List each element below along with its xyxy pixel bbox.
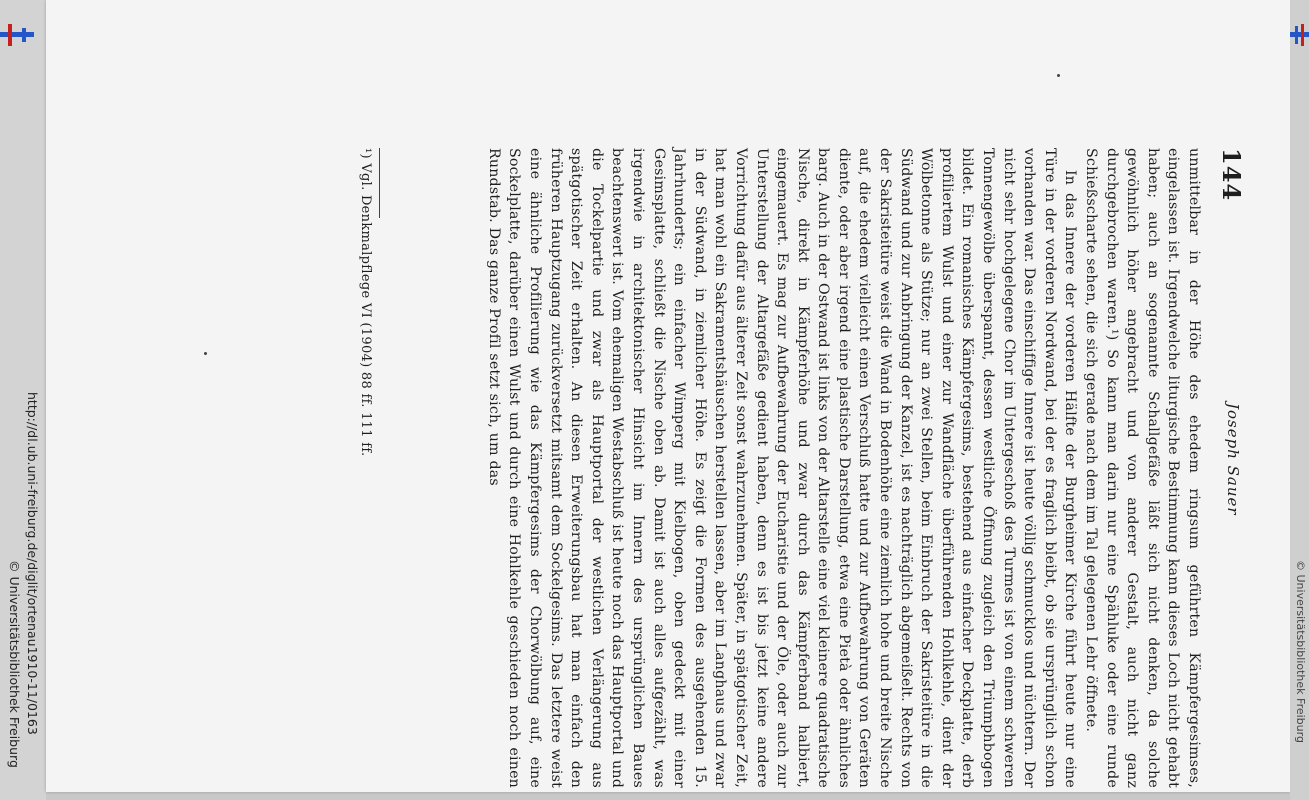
footnote-divider xyxy=(379,148,380,218)
scanned-page xyxy=(46,0,1290,792)
source-url-text: http://dl.ub.uni-freiburg.de/diglit/ortenau1910-11/0163 xyxy=(25,392,40,735)
body-text xyxy=(483,148,1204,788)
running-head-author: Joseph Sauer xyxy=(1224,403,1242,516)
right-margin-strip xyxy=(1290,0,1309,800)
running-head xyxy=(1206,148,1246,788)
color-calibration-mark-icon xyxy=(0,18,34,52)
copyright-text: © Universitätsbibliothek Freiburg xyxy=(7,560,22,768)
rotated-page-content xyxy=(226,148,1246,788)
left-margin-strip xyxy=(0,0,46,800)
footnote: ¹) Vgl. Denkmalpflege VI (1904) 88 ff. 111 ff. xyxy=(358,148,373,457)
dust-speck xyxy=(204,352,207,355)
paragraph: unmittelbar in der Höhe des ehedem ringsum geführten Kämpfergesimses, eingelassen ist. Irgendwelche liturgische Bestimmung kann dieses Loch nicht gehabt haben; auch an sogenannte Schallgefäße läßt sich nicht denken, da solche gewöhnlich höher angebracht und von anderer Gestalt, auch nicht ganz durchgebrochen waren.¹) So kann man darin nur eine Spähluke oder eine runde Schießscharte sehen, die sich gerade nach dem im Tal gelegenen Lehr öffnete. xyxy=(1083,148,1202,788)
right-edge-text: © Universitätsbibliothek Freiburg xyxy=(1294,560,1307,743)
paragraph: In das Innere der vorderen Hälfte der Burgheimer Kirche führt heute nur eine Türe in der vorderen Nordwand, bei der es fraglich bleibt, ob sie ursprünglich schon vorhanden war. Das einschiffige Innere ist heute völlig schmucklos und nüchtern. Der nicht sehr hochgelegene Chor im Untergeschoß des Turmes ist von einem schweren Tonnengewölbe überspannt, dessen westliche Öffnung zugleich den Triumphbogen bildet. Ein romanisches Kämpfergesims, bestehend aus einfacher Deckplatte, derb profiliertem Wulst und einer zur Wandfläche überführenden Hohlkehle, dient der Wölbetonne als Stütze; nur an zwei Stellen, beim Einbruch der Sakristeitüre in die Südwand und zur Anbringung der Kanzel, ist es nachträglich abgemeißelt. Rechts von der Sakristeitüre weist die Wand in Bodenhöhe eine ziemlich hohe und breite Nische auf, die ehedem vielleicht einen Verschluß hatte und zur Aufbewahrung von Geräten diente, oder aber irgend eine plastische Darstellung, etwa eine Pietà oder ähnliches barg. Auch in der Ostwand ist links von der Altarstelle eine viel kleinere quadratische Nische, direkt in Kämpferhöhe und zwar durch das Kämpferband halbiert, eingemauert. Es mag zur Aufbewahrung der Eucharistie und der Öle, oder auch zur Unterstellung der Altargefäße gedient haben, denn es ist bis jetzt keine andere Vorrichtung dafür aus älterer Zeit sonst wahrzunehmen. Später, in spätgotischer Zeit, hat man wohl ein Sakramentshäuschen herstellen lassen, aber im Langhaus und zwar in der Südwand, in ziemlicher Höhe. Es zeigt die Formen des ausgehenden 15. Jahrhunderts; ein einfacher Wimperg mit Kielbogen, oben gedeckt mit einer Gesimsplatte, schließt die Nische oben ab. Damit ist auch alles aufgezählt, was irgendwie in architektonischer Hinsicht im Innern des ursprünglichen Baues beachtenswert ist. Vom ehemaligen Westabschluß ist heute noch das Hauptportal und die Tockelpartie und zwar als Hauptportal der westlichen Verlängerung aus spätgotischer Zeit erhalten. An diesen Erweiterungsbau hat man einfach den früheren Hauptzugang zurückversetzt mitsamt dem Sockelgesims. Das letztere weist eine ähnliche Profilierung wie das Kämpfergesims der Chorwölbung auf, eine Sockelplatte, darüber einen Wulst und durch eine Hohlkehle geschieden noch einen Rundstab. Das ganze Profil setzt sich, um das xyxy=(485,148,1079,788)
color-calibration-mark-icon xyxy=(1290,18,1309,52)
dust-speck xyxy=(1057,74,1060,77)
page-number: 144 xyxy=(1217,148,1246,202)
